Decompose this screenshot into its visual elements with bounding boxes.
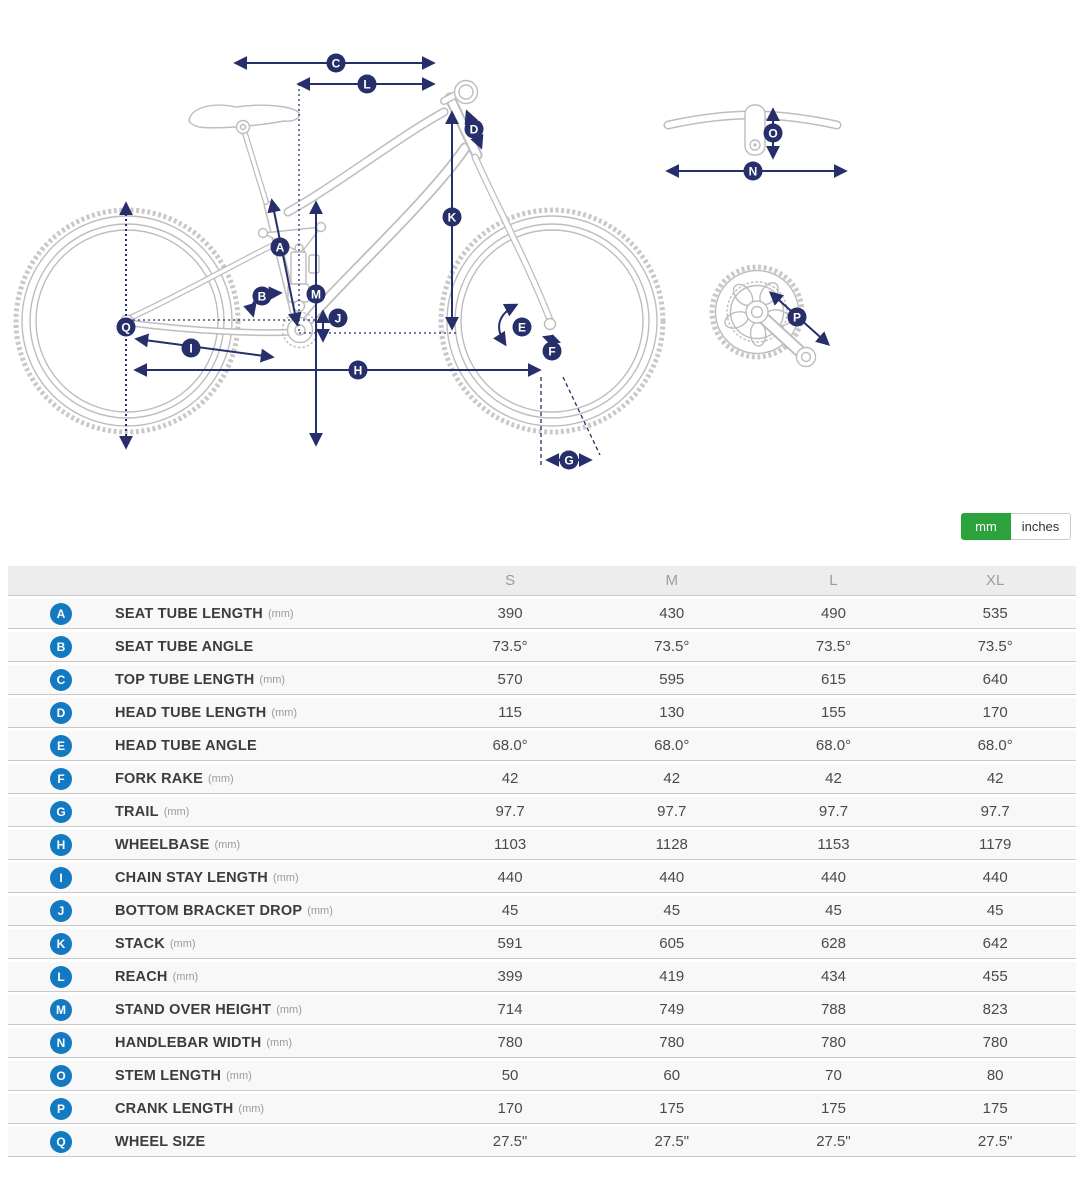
geometry-value: 595	[659, 671, 685, 688]
row-unit: (mm)	[172, 970, 199, 983]
header-size-s: S	[505, 572, 516, 589]
row-letter-badge: N	[50, 1032, 72, 1054]
geometry-value: 80	[986, 1067, 1004, 1084]
svg-text:K: K	[447, 210, 457, 225]
geometry-value: 640	[982, 671, 1008, 688]
geometry-row-M	[8, 995, 1076, 1025]
row-unit: (mm)	[271, 706, 298, 719]
inches-toggle-button[interactable]: inches	[1011, 513, 1071, 540]
geometry-value: 175	[659, 1100, 685, 1117]
geometry-value: 97.7	[980, 803, 1010, 820]
geometry-value: 749	[659, 1001, 685, 1018]
row-label: TRAIL	[115, 803, 159, 820]
geometry-value: 570	[497, 671, 523, 688]
unit-toggle-row	[0, 500, 1084, 540]
row-label: HEAD TUBE LENGTH	[115, 704, 267, 721]
row-letter-badge: I	[50, 867, 72, 889]
geometry-value: 70	[825, 1067, 842, 1084]
geometry-value: 97.7	[818, 803, 849, 820]
dim-I	[137, 339, 272, 357]
svg-text:G: G	[564, 453, 574, 468]
geometry-value: 130	[659, 704, 685, 721]
geometry-row-N	[8, 1028, 1076, 1058]
row-letter-badge: C	[50, 669, 72, 691]
geometry-value: 788	[820, 1001, 846, 1018]
svg-text:L: L	[363, 77, 371, 92]
diagram-label-Q	[117, 318, 136, 337]
diagram-label-A	[271, 238, 290, 257]
geometry-value: 780	[982, 1034, 1008, 1051]
diagram-label-N	[744, 162, 763, 181]
header-size-l: L	[829, 572, 838, 589]
geometry-value: 45	[986, 902, 1004, 919]
row-letter-badge: H	[50, 834, 72, 856]
row-label: SEAT TUBE LENGTH	[115, 605, 263, 622]
unit-toggle	[961, 513, 1071, 540]
geometry-row-G	[8, 797, 1076, 827]
bike-geometry-diagram	[0, 0, 1084, 500]
geometry-value: 68.0°	[654, 737, 690, 754]
svg-text:O: O	[768, 126, 778, 141]
row-label: REACH	[115, 968, 168, 985]
geometry-value: 73.5°	[654, 638, 690, 655]
diagram-label-K	[443, 208, 462, 227]
frame-drawing	[121, 81, 556, 348]
row-unit: (mm)	[272, 871, 299, 884]
svg-text:N: N	[748, 164, 758, 179]
geometry-value: 399	[497, 968, 523, 985]
geometry-value: 73.5°	[977, 638, 1013, 655]
row-letter-badge: F	[50, 768, 72, 790]
diagram-label-E	[513, 318, 532, 337]
geometry-value: 642	[982, 935, 1008, 952]
geometry-value: 591	[497, 935, 523, 952]
geometry-value: 440	[659, 869, 685, 886]
geometry-row-L	[8, 962, 1076, 992]
row-unit: (mm)	[208, 772, 234, 785]
row-letter-badge: K	[50, 933, 72, 955]
header-size-m: M	[665, 572, 679, 589]
svg-text:E: E	[517, 320, 527, 335]
geometry-row-A	[8, 599, 1076, 629]
geometry-value: 27.5"	[654, 1133, 690, 1150]
svg-text:B: B	[257, 289, 267, 304]
geometry-value: 535	[982, 605, 1008, 622]
geometry-value: 175	[982, 1100, 1008, 1117]
row-label: CRANK LENGTH	[115, 1100, 234, 1117]
geometry-table-header	[8, 566, 1076, 596]
row-letter-badge: E	[50, 735, 72, 757]
diagram-label-L	[358, 75, 377, 94]
geometry-table	[8, 566, 1076, 1157]
row-unit: (mm)	[163, 805, 190, 818]
svg-text:I: I	[189, 341, 193, 356]
geometry-value: 68.0°	[815, 737, 852, 754]
geometry-value: 390	[497, 605, 523, 622]
geometry-value: 1103	[493, 836, 527, 853]
geometry-value: 42	[501, 770, 519, 787]
row-letter-badge: P	[50, 1098, 72, 1120]
row-label: WHEEL SIZE	[115, 1133, 206, 1150]
row-letter-badge: O	[50, 1065, 72, 1087]
row-letter-badge: Q	[50, 1131, 72, 1153]
geometry-value: 170	[982, 704, 1008, 721]
diagram-label-I	[182, 339, 201, 358]
row-unit: (mm)	[307, 904, 333, 917]
svg-text:M: M	[311, 287, 321, 302]
geometry-value: 45	[501, 902, 519, 919]
diagram-label-G	[560, 451, 579, 470]
row-label: FORK RAKE	[115, 770, 203, 787]
geometry-row-Q	[8, 1127, 1076, 1157]
row-label: STAND OVER HEIGHT	[115, 1001, 272, 1018]
row-letter-badge: J	[50, 900, 72, 922]
geometry-value: 434	[820, 968, 846, 985]
diagram-label-C	[327, 54, 346, 73]
geometry-row-B	[8, 632, 1076, 662]
row-label: WHEELBASE	[115, 836, 210, 853]
svg-text:H: H	[353, 363, 363, 378]
geometry-value: 419	[659, 968, 685, 985]
row-label: HANDLEBAR WIDTH	[115, 1034, 262, 1051]
geometry-value: 68.0°	[977, 737, 1013, 754]
geometry-value: 27.5"	[977, 1133, 1013, 1150]
svg-text:A: A	[275, 240, 285, 255]
row-label: STACK	[115, 935, 165, 952]
row-letter-badge: L	[50, 966, 72, 988]
geometry-value: 780	[659, 1034, 685, 1051]
row-label: BOTTOM BRACKET DROP	[115, 902, 303, 919]
svg-text:C: C	[331, 56, 341, 71]
diagram-label-D	[465, 120, 484, 139]
geometry-row-D	[8, 698, 1076, 728]
geometry-value: 823	[982, 1001, 1008, 1018]
geometry-value: 1128	[655, 836, 688, 853]
svg-text:F: F	[548, 344, 556, 359]
svg-text:D: D	[469, 122, 479, 137]
geometry-row-C	[8, 665, 1076, 695]
row-unit: (mm)	[276, 1003, 302, 1016]
geometry-value: 440	[982, 869, 1008, 886]
geometry-value: 73.5°	[492, 638, 528, 655]
geometry-value: 42	[986, 770, 1004, 787]
geometry-value: 42	[825, 770, 842, 787]
diagram-label-P	[788, 308, 807, 327]
svg-text:Q: Q	[121, 320, 131, 335]
diagram-label-H	[349, 361, 368, 380]
geometry-row-E	[8, 731, 1076, 761]
row-letter-badge: M	[50, 999, 72, 1021]
geometry-value: 42	[663, 770, 681, 787]
geometry-value: 97.7	[657, 803, 687, 820]
geometry-value: 170	[497, 1100, 523, 1117]
row-unit: (mm)	[238, 1102, 265, 1115]
geometry-value: 714	[497, 1001, 523, 1018]
mm-toggle-button[interactable]: mm	[961, 513, 1011, 540]
geometry-value: 27.5"	[492, 1133, 528, 1150]
row-letter-badge: B	[50, 636, 72, 658]
geometry-value: 73.5°	[815, 638, 852, 655]
row-unit: (mm)	[169, 937, 196, 950]
geometry-value: 780	[820, 1034, 846, 1051]
geometry-value: 60	[663, 1067, 681, 1084]
row-letter-badge: A	[50, 603, 72, 625]
geometry-value: 1153	[817, 836, 850, 853]
row-letter-badge: D	[50, 702, 72, 724]
geometry-row-H	[8, 830, 1076, 860]
geometry-row-O	[8, 1061, 1076, 1091]
row-unit: (mm)	[267, 607, 294, 620]
geometry-value: 455	[982, 968, 1008, 985]
row-label: STEM LENGTH	[115, 1067, 222, 1084]
geometry-value: 440	[820, 869, 846, 886]
geometry-value: 430	[659, 605, 685, 622]
geometry-value: 97.7	[495, 803, 525, 820]
geometry-value: 1179	[979, 836, 1012, 853]
dim-F	[544, 337, 559, 342]
row-unit: (mm)	[226, 1069, 252, 1082]
geometry-row-J	[8, 896, 1076, 926]
geometry-value: 780	[497, 1034, 523, 1051]
geometry-value: 27.5"	[816, 1133, 851, 1150]
geometry-row-P	[8, 1094, 1076, 1124]
row-label: HEAD TUBE ANGLE	[115, 737, 257, 754]
row-letter-badge: G	[50, 801, 72, 823]
geometry-value: 68.0°	[492, 737, 528, 754]
geometry-row-K	[8, 929, 1076, 959]
geometry-value: 440	[497, 869, 523, 886]
row-unit: (mm)	[259, 673, 286, 686]
diagram-label-B	[253, 287, 272, 306]
svg-text:P: P	[792, 310, 802, 325]
geometry-value: 628	[820, 935, 846, 952]
geometry-value: 45	[825, 902, 842, 919]
row-label: TOP TUBE LENGTH	[115, 671, 255, 688]
handlebar-diagram	[668, 105, 837, 155]
geometry-value: 605	[659, 935, 685, 952]
geometry-value: 155	[820, 704, 846, 721]
diagram-label-M	[307, 285, 326, 304]
geometry-row-I	[8, 863, 1076, 893]
row-unit: (mm)	[214, 838, 241, 851]
geometry-value: 490	[820, 605, 846, 622]
geometry-value: 50	[501, 1067, 519, 1084]
svg-text:J: J	[334, 311, 342, 326]
geometry-row-F	[8, 764, 1076, 794]
header-size-xl: XL	[986, 572, 1005, 589]
geometry-value: 115	[498, 704, 523, 721]
geometry-value: 45	[663, 902, 681, 919]
diagram-label-J	[329, 309, 348, 328]
diagram-label-O	[764, 124, 783, 143]
geometry-value: 615	[820, 671, 846, 688]
row-unit: (mm)	[266, 1036, 293, 1049]
row-label: SEAT TUBE ANGLE	[115, 638, 254, 655]
row-label: CHAIN STAY LENGTH	[115, 869, 268, 886]
geometry-value: 175	[820, 1100, 846, 1117]
diagram-label-F	[543, 342, 562, 361]
